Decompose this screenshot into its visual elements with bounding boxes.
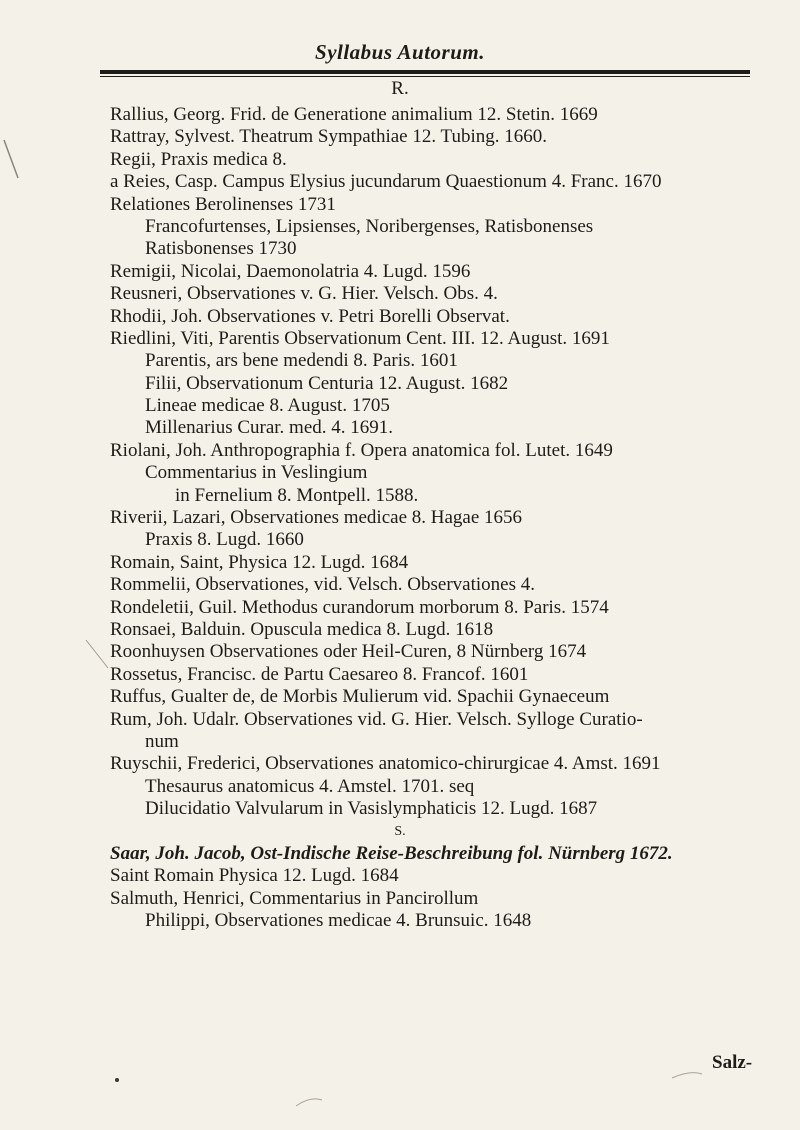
section-letter-s: S.: [394, 823, 406, 839]
bibliography-entry: Commentarius in Veslingium: [145, 462, 368, 484]
bibliography-entry: Reusneri, Observationes v. G. Hier. Velsch. Obs. 4.: [110, 283, 498, 305]
bibliography-entry: Riverii, Lazari, Observationes medicae 8. Hagae 1656: [110, 507, 523, 529]
bibliography-entry: Riolani, Joh. Anthropographia f. Opera anatomica fol. Lutet. 1649: [110, 439, 613, 461]
bibliography-entry: Lineae medicae 8. August. 1705: [145, 395, 390, 417]
bibliography-entry: Remigii, Nicolai, Daemonolatria 4. Lugd. 1596: [110, 260, 471, 282]
bibliography-entry: Romain, Saint, Physica 12. Lugd. 1684: [110, 551, 409, 573]
bibliography-entry: num: [145, 730, 179, 752]
ink-dot: [115, 1078, 119, 1082]
bibliography-entry: Regii, Praxis medica 8.: [110, 148, 287, 170]
section-letter: R.: [391, 78, 409, 99]
bibliography-entry: Filii, Observationum Centuria 12. August. 1682: [145, 372, 509, 394]
bibliography-entry: Ronsaei, Balduin. Opuscula medica 8. Lugd. 1618: [110, 618, 494, 640]
bibliography-entry: Rossetus, Francisc. de Partu Caesareo 8. Francof. 1601: [110, 663, 529, 685]
bibliography-entry: Rommelii, Observationes, vid. Velsch. Observationes 4.: [110, 574, 535, 596]
bibliography-entry: Praxis 8. Lugd. 1660: [145, 529, 304, 551]
bibliography-entry: Ratisbonenses 1730: [145, 238, 297, 260]
bibliography-entry: Parentis, ars bene medendi 8. Paris. 1601: [145, 350, 458, 372]
bibliography-entry: Roonhuysen Observationes oder Heil-Curen, 8 Nürnberg 1674: [110, 641, 587, 663]
bibliography-entry: Saar, Joh. Jacob, Ost-Indische Reise-Beschreibung fol. Nürnberg 1672.: [110, 842, 673, 864]
bibliography-entry: Thesaurus anatomicus 4. Amstel. 1701. seq: [145, 775, 475, 797]
bibliography-entry: Millenarius Curar. med. 4. 1691.: [145, 417, 394, 439]
bibliography-entry: Saint Romain Physica 12. Lugd. 1684: [110, 865, 399, 887]
bibliography-entry: Rhodii, Joh. Observationes v. Petri Borelli Observat.: [110, 305, 510, 327]
bibliography-entry: Relationes Berolinenses 1731: [110, 193, 336, 215]
header-rule: [100, 70, 750, 74]
bibliography-entry: Rondeletii, Guil. Methodus curandorum morborum 8. Paris. 1574: [110, 596, 609, 618]
bibliography-entry: in Fernelium 8. Montpell. 1588.: [175, 484, 419, 506]
bibliography-entry: Ruffus, Gualter de, de Morbis Mulierum vid. Spachii Gynaeceum: [110, 686, 610, 708]
bibliography-entry: Ruyschii, Frederici, Observationes anatomico-chirurgicae 4. Amst. 1691: [110, 753, 661, 775]
bibliography-entry: Rattray, Sylvest. Theatrum Sympathiae 12. Tubing. 1660.: [110, 126, 547, 148]
bibliography-entry: a Reies, Casp. Campus Elysius jucundarum Quaestionum 4. Franc. 1670: [110, 171, 662, 193]
bibliography-entry: Rallius, Georg. Frid. de Generatione animalium 12. Stetin. 1669: [110, 104, 598, 125]
running-head: Syllabus Autorum.: [315, 40, 485, 64]
bibliography-entry: Dilucidatio Valvularum in Vasislymphaticis 12. Lugd. 1687: [145, 798, 598, 820]
bibliography-entry: Rum, Joh. Udalr. Observationes vid. G. Hier. Velsch. Sylloge Curatio-: [110, 708, 643, 730]
bibliography-entry: Philippi, Observationes medicae 4. Brunsuic. 1648: [145, 910, 532, 932]
bibliography-entry: Riedlini, Viti, Parentis Observationum Cent. III. 12. August. 1691: [110, 327, 610, 349]
bibliography-entry: Salmuth, Henrici, Commentarius in Pancirollum: [110, 887, 479, 909]
bibliography-list: [0, 104, 800, 932]
bibliography-entry: Francofurtenses, Lipsienses, Noribergenses, Ratisbonenses: [145, 215, 594, 237]
catchword: Salz-: [712, 1052, 753, 1073]
